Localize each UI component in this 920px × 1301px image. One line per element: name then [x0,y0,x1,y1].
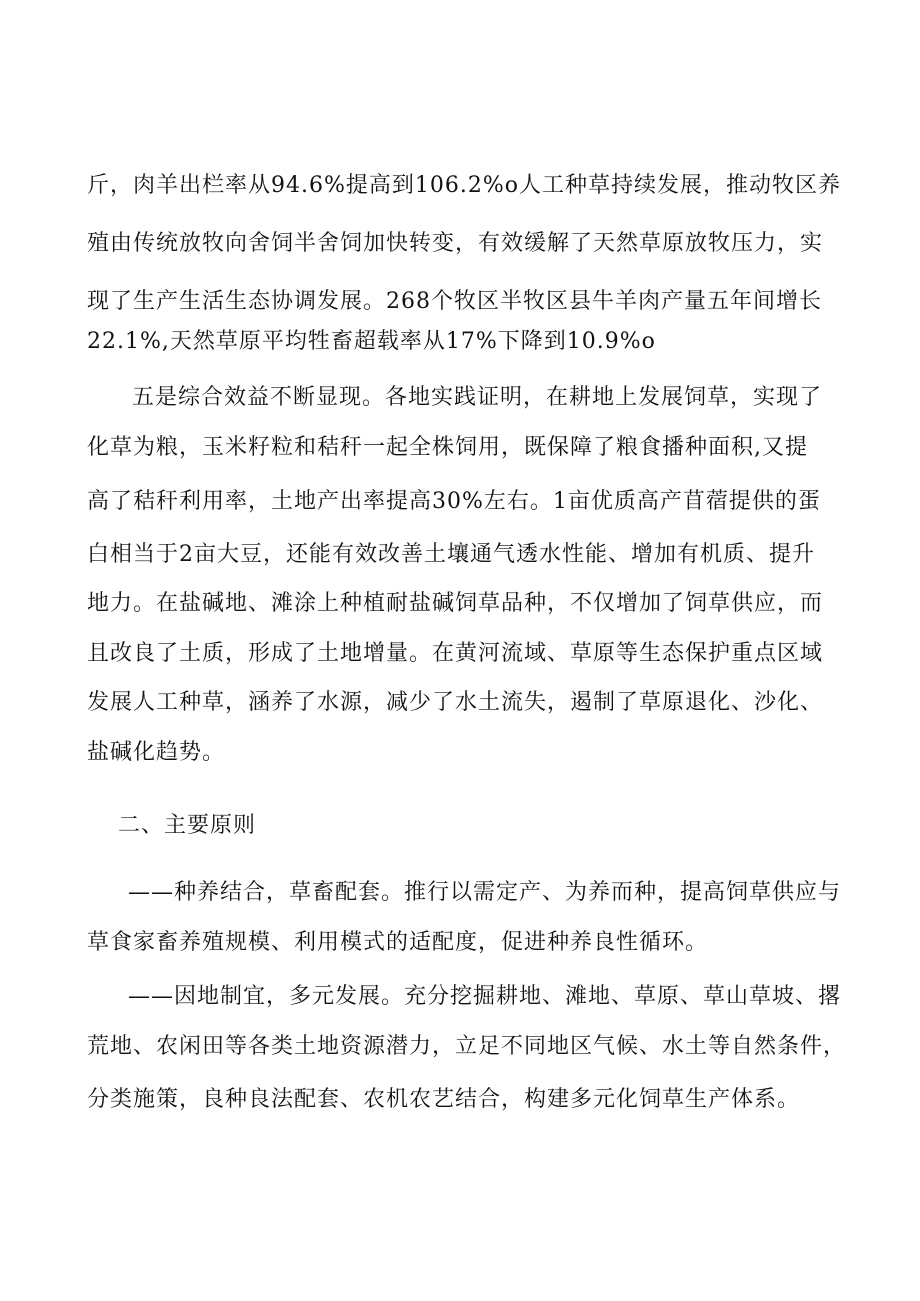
paragraph-line: ——种养结合，草畜配套。推行以需定产、为养而种，提高饲草供应与 [128,880,842,905]
paragraph-line: 殖由传统放牧向舍饲半舍饲加快转变，有效缓解了天然草原放牧压力，实 [87,231,824,256]
paragraph-line: 盐碱化趋势。 [87,740,226,765]
paragraph-line: 22.1%,天然草原平均牲畜超载率从17%下降到10.9%o [87,329,656,354]
paragraph-line: 分类施策，良种良法配套、农机农艺结合，构建多元化饲草生产体系。 [87,1087,801,1112]
paragraph-line: 发展人工种草，涵养了水源，减少了水土流失，遏制了草原退化、沙化、 [87,690,824,715]
paragraph-line: 斤，肉羊出栏率从94.6%提高到106.2%o人工种草持续发展，推动牧区养 [87,173,842,198]
section-heading: 二、主要原则 [118,813,257,838]
paragraph-line: 草食家畜养殖规模、利用模式的适配度，促进种养良性循环。 [87,930,709,955]
paragraph-line: 五是综合效益不断显现。各地实践证明，在耕地上发展饲草，实现了 [132,385,823,410]
paragraph-line: ——因地制宜，多元发展。充分挖掘耕地、滩地、草原、草山草坡、撂 [128,984,842,1009]
paragraph-line: 白相当于2亩大豆，还能有效改善土壤通气透水性能、增加有机质、提升 [87,542,815,567]
paragraph-line: 现了生产生活生态协调发展。268个牧区半牧区县牛羊肉产量五年间增长 [87,289,822,314]
paragraph-line: 化草为粮，玉米籽粒和秸秆一起全株饲用，既保障了粮食播种面积,又提 [87,435,808,460]
paragraph-line: 高了秸秆利用率，土地产出率提高30%左右。1亩优质高产苜蓿提供的蛋 [87,489,821,514]
paragraph-line: 且改良了土质，形成了土地增量。在黄河流域、草原等生态保护重点区域 [87,641,824,666]
paragraph-line: 荒地、农闲田等各类土地资源潜力，立足不同地区气候、水土等自然条件， [87,1034,847,1059]
paragraph-line: 地力。在盐碱地、滩涂上种植耐盐碱饲草品种，不仅增加了饲草供应，而 [87,591,824,616]
